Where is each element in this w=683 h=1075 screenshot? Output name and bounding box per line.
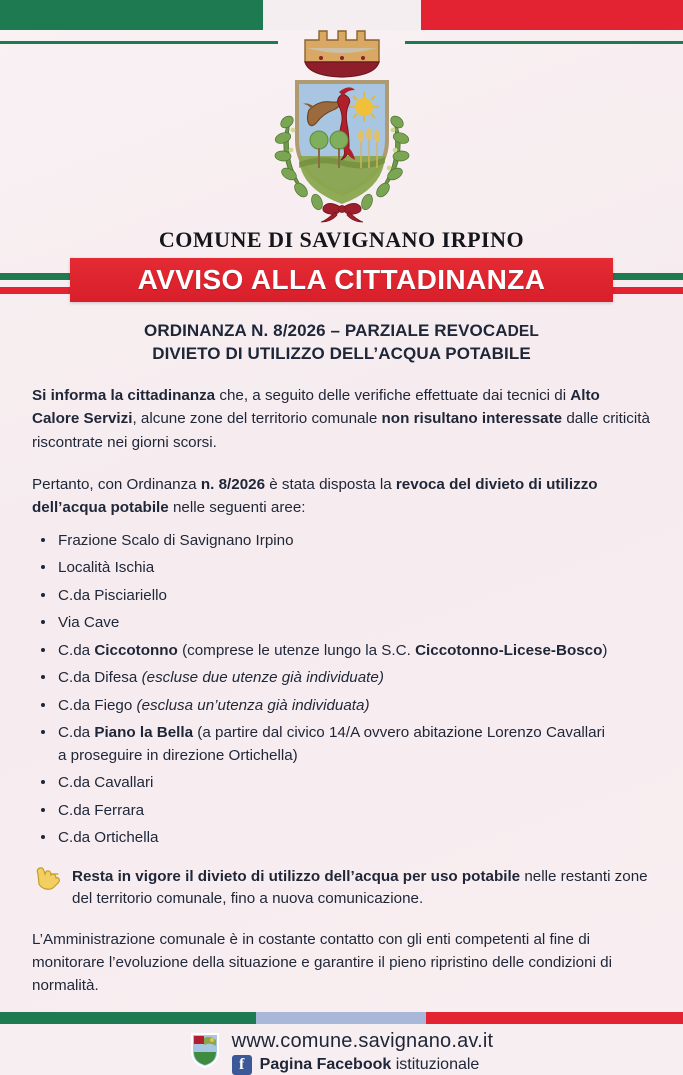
facebook-icon[interactable] (232, 1055, 252, 1075)
ordinanza-heading (32, 320, 651, 366)
resta-in-vigore-notice (32, 866, 651, 912)
area-label: C.da (58, 641, 95, 659)
list-item (32, 695, 651, 718)
facebook-glyph: f (239, 1055, 245, 1073)
facebook-row[interactable] (232, 1055, 494, 1075)
area-bold-2: Ciccotonno-Licese-Bosco (415, 641, 603, 659)
area-mid: (a partire dal civico 14/A ovvero abitazione Lorenzo Cavallari (193, 724, 606, 742)
bottom-red-segment (426, 1012, 683, 1024)
area-italic: (escluse due utenze già individuate) (141, 669, 384, 687)
resta-bold: Resta in vigore il divieto di utilizzo dell’acqua per uso potabile (72, 867, 521, 885)
crest-container (0, 22, 683, 227)
area-label: C.da Pisciariello (58, 586, 167, 604)
facebook-bold: Pagina Facebook (259, 1055, 392, 1073)
ordinanza-line2: DIVIETO DI UTILIZZO DELL’ACQUA POTABILE (152, 343, 531, 363)
banner-title: AVVISO ALLA CITTADINANZA (137, 264, 546, 295)
list-item (32, 722, 651, 767)
list-item (32, 585, 651, 608)
area-post: ) (602, 641, 608, 659)
intro-paragraph (32, 384, 651, 455)
list-item (32, 827, 651, 850)
area-label: Località Ischia (58, 559, 155, 577)
area-label: C.da (58, 724, 95, 742)
pertanto-text-3: nelle seguenti aree: (168, 499, 306, 517)
area-mid: (comprese le utenze lungo la S.C. (177, 641, 416, 659)
ordinanza-line1-strong: ORDINANZA N. 8/2026 – PARZIALE REVOCA (144, 321, 508, 340)
intro-text-3: dalle criticità riscontrate nei giorni scorsi. (32, 410, 650, 451)
area-label: C.da Fiego (58, 696, 137, 714)
coat-of-arms-icon (247, 22, 437, 227)
pertanto-text-2: è stata disposta la (265, 475, 396, 493)
facebook-rest: istituzionale (391, 1055, 480, 1073)
intro-bold-2: Alto Calore Servizi (32, 386, 600, 428)
list-item (32, 557, 651, 580)
notice-body (0, 314, 683, 1075)
website-link[interactable]: www.comune.savignano.av.it (231, 1029, 494, 1052)
pertanto-text-1: Pertanto, con Ordinanza (32, 475, 201, 493)
area-italic: (esclusa un’utenza già individuata) (136, 696, 370, 714)
mini-crest-icon (190, 1032, 220, 1068)
list-item (32, 772, 651, 795)
pertanto-bold-1: n. 8/2026 (200, 475, 266, 493)
ordinanza-line1-light: DEL (507, 323, 539, 340)
footer-links (232, 1030, 494, 1075)
intro-bold-1: Si informa la cittadinanza (32, 386, 216, 404)
resta-rest: nelle restanti zone del territorio comunale, fino a nuova comunicazione. (72, 867, 648, 908)
area-label: Frazione Scalo di Savignano Irpino (58, 531, 294, 549)
areas-list (32, 530, 651, 850)
list-item (32, 667, 651, 690)
bottom-tricolor-bar (0, 1012, 683, 1024)
area-continuation: a proseguire in direzione Ortichella) (58, 746, 298, 764)
area-label: C.da Ortichella (58, 829, 159, 847)
pertanto-bold-2: revoca del divieto di utilizzo dell’acqua potabile (32, 475, 598, 517)
pointing-hand-icon (34, 865, 64, 887)
intro-text-1: che, a seguito delle verifiche effettuate dai tecnici di (215, 386, 571, 404)
list-item (32, 640, 651, 663)
area-label: C.da Ferrara (58, 801, 145, 819)
bottom-green-segment (0, 1012, 256, 1024)
area-label: C.da Cavallari (58, 774, 154, 792)
intro-bold-3: non risultano interessate (381, 410, 563, 428)
intro-text-2: , alcune zone del territorio comunale (132, 410, 382, 428)
list-item (32, 800, 651, 823)
area-label: Via Cave (58, 614, 120, 632)
footer (32, 1030, 651, 1075)
avviso-banner (70, 258, 613, 302)
comune-name: COMUNE DI SAVIGNANO IRPINO (158, 227, 525, 252)
facebook-label (260, 1056, 480, 1074)
pertanto-paragraph (32, 473, 651, 520)
area-label: C.da Difesa (58, 669, 142, 687)
area-bold: Ciccotonno (94, 641, 178, 659)
closing-paragraph: L’Amministrazione comunale è in costante contatto con gli enti competenti al fine di monitorare l’evoluzione della situazione e garantire il pieno ripristino delle condizioni di normalità. (32, 931, 612, 995)
list-item (32, 612, 651, 635)
bottom-blue-segment (256, 1012, 426, 1024)
list-item (32, 530, 651, 553)
area-bold: Piano la Bella (94, 724, 194, 742)
